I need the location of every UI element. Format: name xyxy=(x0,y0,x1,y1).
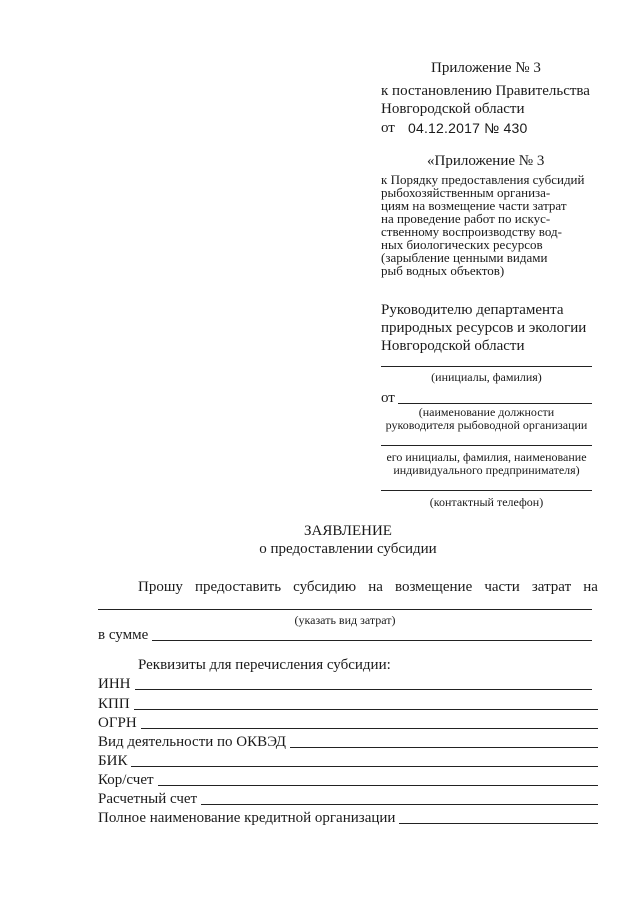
request-word: предоставить xyxy=(194,579,282,595)
statement-subtitle: о предоставлении субсидии xyxy=(259,541,437,557)
inner-appendix-line: рыбохозяйственным организа- xyxy=(381,185,551,200)
kpp-row xyxy=(98,697,598,712)
inner-appendix-line: рыб водных объектов) xyxy=(381,263,505,278)
request-word: части xyxy=(484,579,520,595)
statement-title: ЗАЯВЛЕНИЕ xyxy=(304,523,392,539)
addressee-line: Новгородской области xyxy=(381,338,525,354)
bik-label: БИК xyxy=(98,753,128,769)
bank-name-row xyxy=(98,811,598,826)
decree-line-2: Новгородской области xyxy=(381,101,525,117)
amount-row xyxy=(98,628,592,643)
corr-account-blank-line[interactable] xyxy=(158,785,598,786)
from-label: от xyxy=(381,390,395,406)
inner-appendix-line: на проведение работ по искус- xyxy=(381,211,551,226)
okved-blank-line[interactable] xyxy=(290,747,598,748)
inn-row xyxy=(98,677,592,692)
bik-blank-line[interactable] xyxy=(131,766,598,767)
okved-row xyxy=(98,735,598,750)
decree-from-label: от xyxy=(381,120,395,136)
request-word: Прошу xyxy=(138,579,183,595)
phone-caption: (контактный телефон) xyxy=(429,495,544,509)
addressee-line: природных ресурсов и экологии xyxy=(381,320,587,336)
inner-appendix-line: к Порядку предоставления субсидий xyxy=(381,172,585,187)
inner-appendix-title: «Приложение № 3 xyxy=(427,153,545,169)
ogrn-row xyxy=(98,716,598,731)
inner-appendix-line: ственному воспроизводству вод- xyxy=(381,224,562,239)
applicant-blank-line[interactable] xyxy=(398,403,592,404)
ogrn-label: ОГРН xyxy=(98,715,137,731)
ogrn-blank-line[interactable] xyxy=(141,728,598,729)
settlement-account-row xyxy=(98,792,598,807)
entrepreneur-caption-2: индивидуального предпринимателя) xyxy=(393,463,580,477)
appendix-title: Приложение № 3 xyxy=(431,60,541,76)
inner-appendix-line: циям на возмещение части затрат xyxy=(381,198,567,213)
inner-appendix-line: ных биологических ресурсов xyxy=(381,237,543,252)
inner-appendix-line: (зарыбление ценными видами xyxy=(381,250,548,265)
request-word: субсидию xyxy=(293,579,357,595)
request-word: на xyxy=(368,579,383,595)
cost-type-caption: (указать вид затрат) xyxy=(294,613,396,627)
initials-caption: (инициалы, фамилия) xyxy=(431,370,542,384)
addressee-line: Руководителю департамента xyxy=(381,302,564,318)
entrepreneur-caption-1: его инициалы, фамилия, наименование xyxy=(386,450,587,464)
cost-type-blank-line[interactable] xyxy=(98,609,592,610)
amount-blank-line[interactable] xyxy=(152,640,592,641)
decree-line-1: к постановлению Правительства xyxy=(381,83,590,99)
request-sentence xyxy=(138,580,598,595)
entrepreneur-blank-line[interactable] xyxy=(381,445,592,446)
kpp-label: КПП xyxy=(98,696,130,712)
position-caption-2: руководителя рыбоводной организации xyxy=(385,418,588,432)
inn-label: ИНН xyxy=(98,676,131,692)
okved-label: Вид деятельности по ОКВЭД xyxy=(98,734,287,750)
corr-account-label: Кор/счет xyxy=(98,772,154,788)
request-word: возмещение xyxy=(394,579,473,595)
initials-blank-line[interactable] xyxy=(381,366,592,367)
bank-name-blank-line[interactable] xyxy=(399,823,598,824)
details-heading: Реквизиты для перечисления субсидии: xyxy=(138,657,391,673)
settlement-account-label: Расчетный счет xyxy=(98,791,198,807)
amount-label: в сумме xyxy=(98,627,149,643)
settlement-account-blank-line[interactable] xyxy=(201,804,598,805)
corr-account-row xyxy=(98,773,598,788)
decree-date-number: 04.12.2017 № 430 xyxy=(408,120,528,136)
phone-blank-line[interactable] xyxy=(381,490,592,491)
inn-blank-line[interactable] xyxy=(135,689,593,690)
request-word: затрат xyxy=(531,579,572,595)
position-caption-1: (наименование должности xyxy=(418,405,555,419)
request-word: на xyxy=(583,579,598,595)
bik-row xyxy=(98,754,598,769)
bank-name-label: Полное наименование кредитной организации xyxy=(98,810,396,826)
kpp-blank-line[interactable] xyxy=(134,709,598,710)
